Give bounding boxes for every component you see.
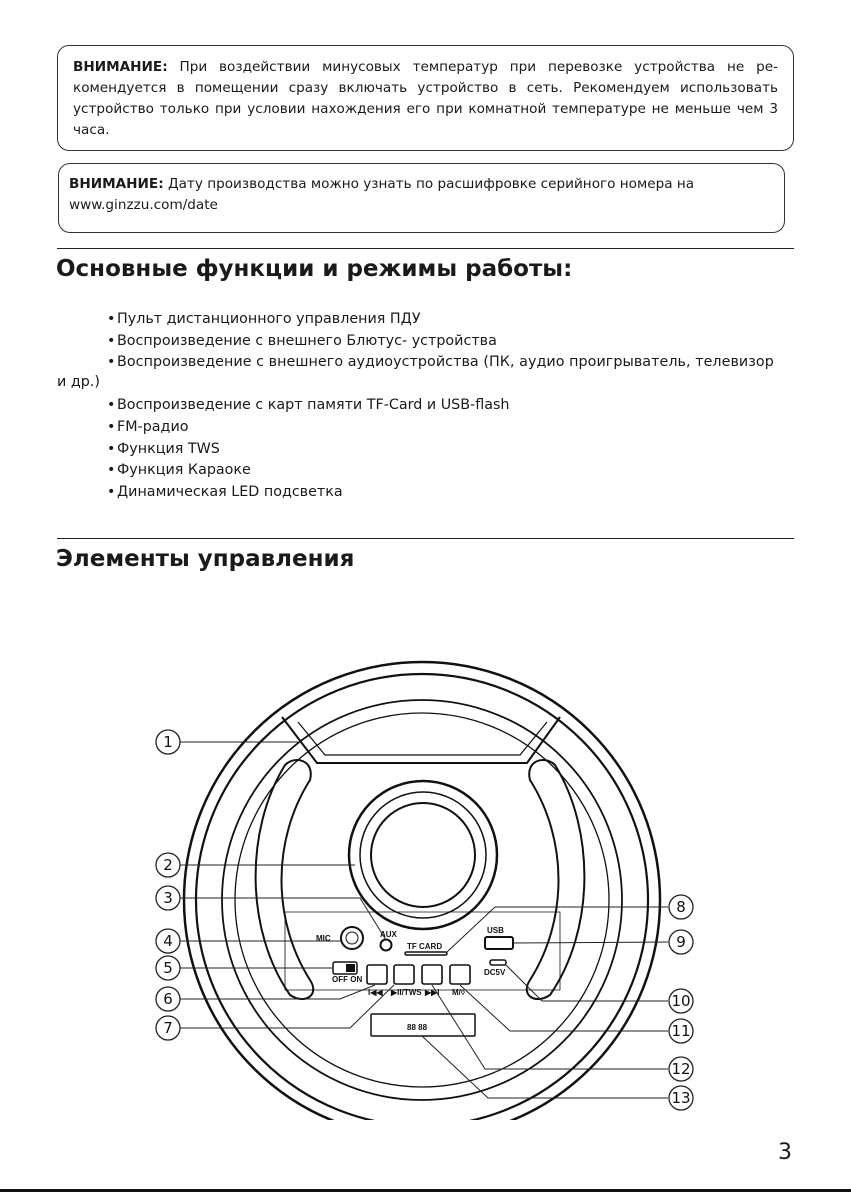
mic-label: MIC [316,934,331,943]
warning-temperature [57,45,794,151]
next-button [422,965,442,984]
dc5v-label: DC5V [484,968,506,977]
section-divider [57,538,794,539]
callout-11 [669,1019,693,1043]
list-item: • Воспроизведение с карт памяти TF-Card и USB-flash [107,397,510,414]
display-digits: 88 88 [407,1023,428,1032]
list-item: • Воспроизведение с внешнего аудиоустройства (ПК, аудио проигрыватель, телевизор [107,354,774,371]
svg-text:1: 1 [163,733,173,751]
play-tws-button [394,965,414,984]
callout-1 [156,730,180,754]
callout-7 [156,1016,180,1040]
callout-12 [669,1057,693,1081]
list-item: • Воспроизведение с внешнего Блютус- устройства [107,332,497,349]
list-item: • Динамическая LED подсветка [107,483,343,500]
callout-3 [156,886,180,910]
svg-text:6: 6 [163,990,173,1008]
svg-text:3: 3 [163,889,173,907]
svg-text:12: 12 [671,1060,691,1078]
svg-text:2: 2 [163,856,173,874]
list-item: • FM-радио [107,418,189,435]
features-list [107,309,793,503]
outer-ring-inner [196,674,648,1120]
callout-13 [669,1086,693,1110]
warning-label: ВНИМАНИЕ: [73,59,168,75]
speaker-diagram [150,650,710,1120]
controls-heading: Элементы управления [56,546,355,572]
off-on-label: OFF ON [332,975,363,984]
svg-text:9: 9 [676,933,686,951]
svg-text:7: 7 [163,1019,173,1037]
mode-label: M/◊ [452,988,465,997]
left-grip [256,760,314,999]
features-heading: Основные функции и режимы работы: [56,256,573,282]
prev-label: I◀◀ [368,988,383,997]
usb-port [485,937,513,949]
callout-10 [669,989,693,1013]
aux-jack [381,940,392,951]
callout-6 [156,987,180,1011]
warning-label: ВНИМАНИЕ: [69,176,164,192]
list-item: • Пульт дистанционного управления ПДУ [107,311,421,327]
right-grip [527,760,585,999]
callout-2 [156,853,180,877]
prev-button [367,965,387,984]
svg-text:10: 10 [671,992,691,1010]
warning-production-date [58,163,785,233]
svg-text:5: 5 [163,959,173,977]
aux-label: AUX [380,930,397,939]
feature-wrap-tail: и др.) [57,374,100,390]
dc5v-port [490,960,506,965]
callout-8 [669,895,693,919]
callout-5 [156,956,180,980]
play-tws-label: ▶II/TWS [391,988,422,997]
warning-text: При воздействии минусовых температур при перевозке устройства не ре-комендуется в помещении сразу включать устройство в сеть. Рекомендуем использовать устройство только при условии нахождения его при комнатной температуре не меньше чем 3 часа. [73,59,778,138]
usb-label: USB [487,926,504,935]
next-label: ▶▶I [425,988,440,997]
tf-card-label: TF CARD [407,942,443,951]
list-item: • Функция Караоке [107,462,251,479]
svg-text:8: 8 [676,898,686,916]
svg-text:11: 11 [671,1022,691,1040]
list-item: • Функция TWS [107,440,220,457]
tf-card-slot [405,952,447,955]
page-number: 3 [778,1140,792,1165]
mic-jack [341,927,363,949]
callout-4 [156,929,180,953]
svg-text:4: 4 [163,932,173,950]
svg-text:13: 13 [671,1089,691,1107]
mode-button [450,965,470,984]
warning-text: Дату производства можно узнать по расшифровке серийного номера на www.ginzzu.com/date [69,176,695,213]
section-divider [57,248,794,249]
callout-9 [669,930,693,954]
